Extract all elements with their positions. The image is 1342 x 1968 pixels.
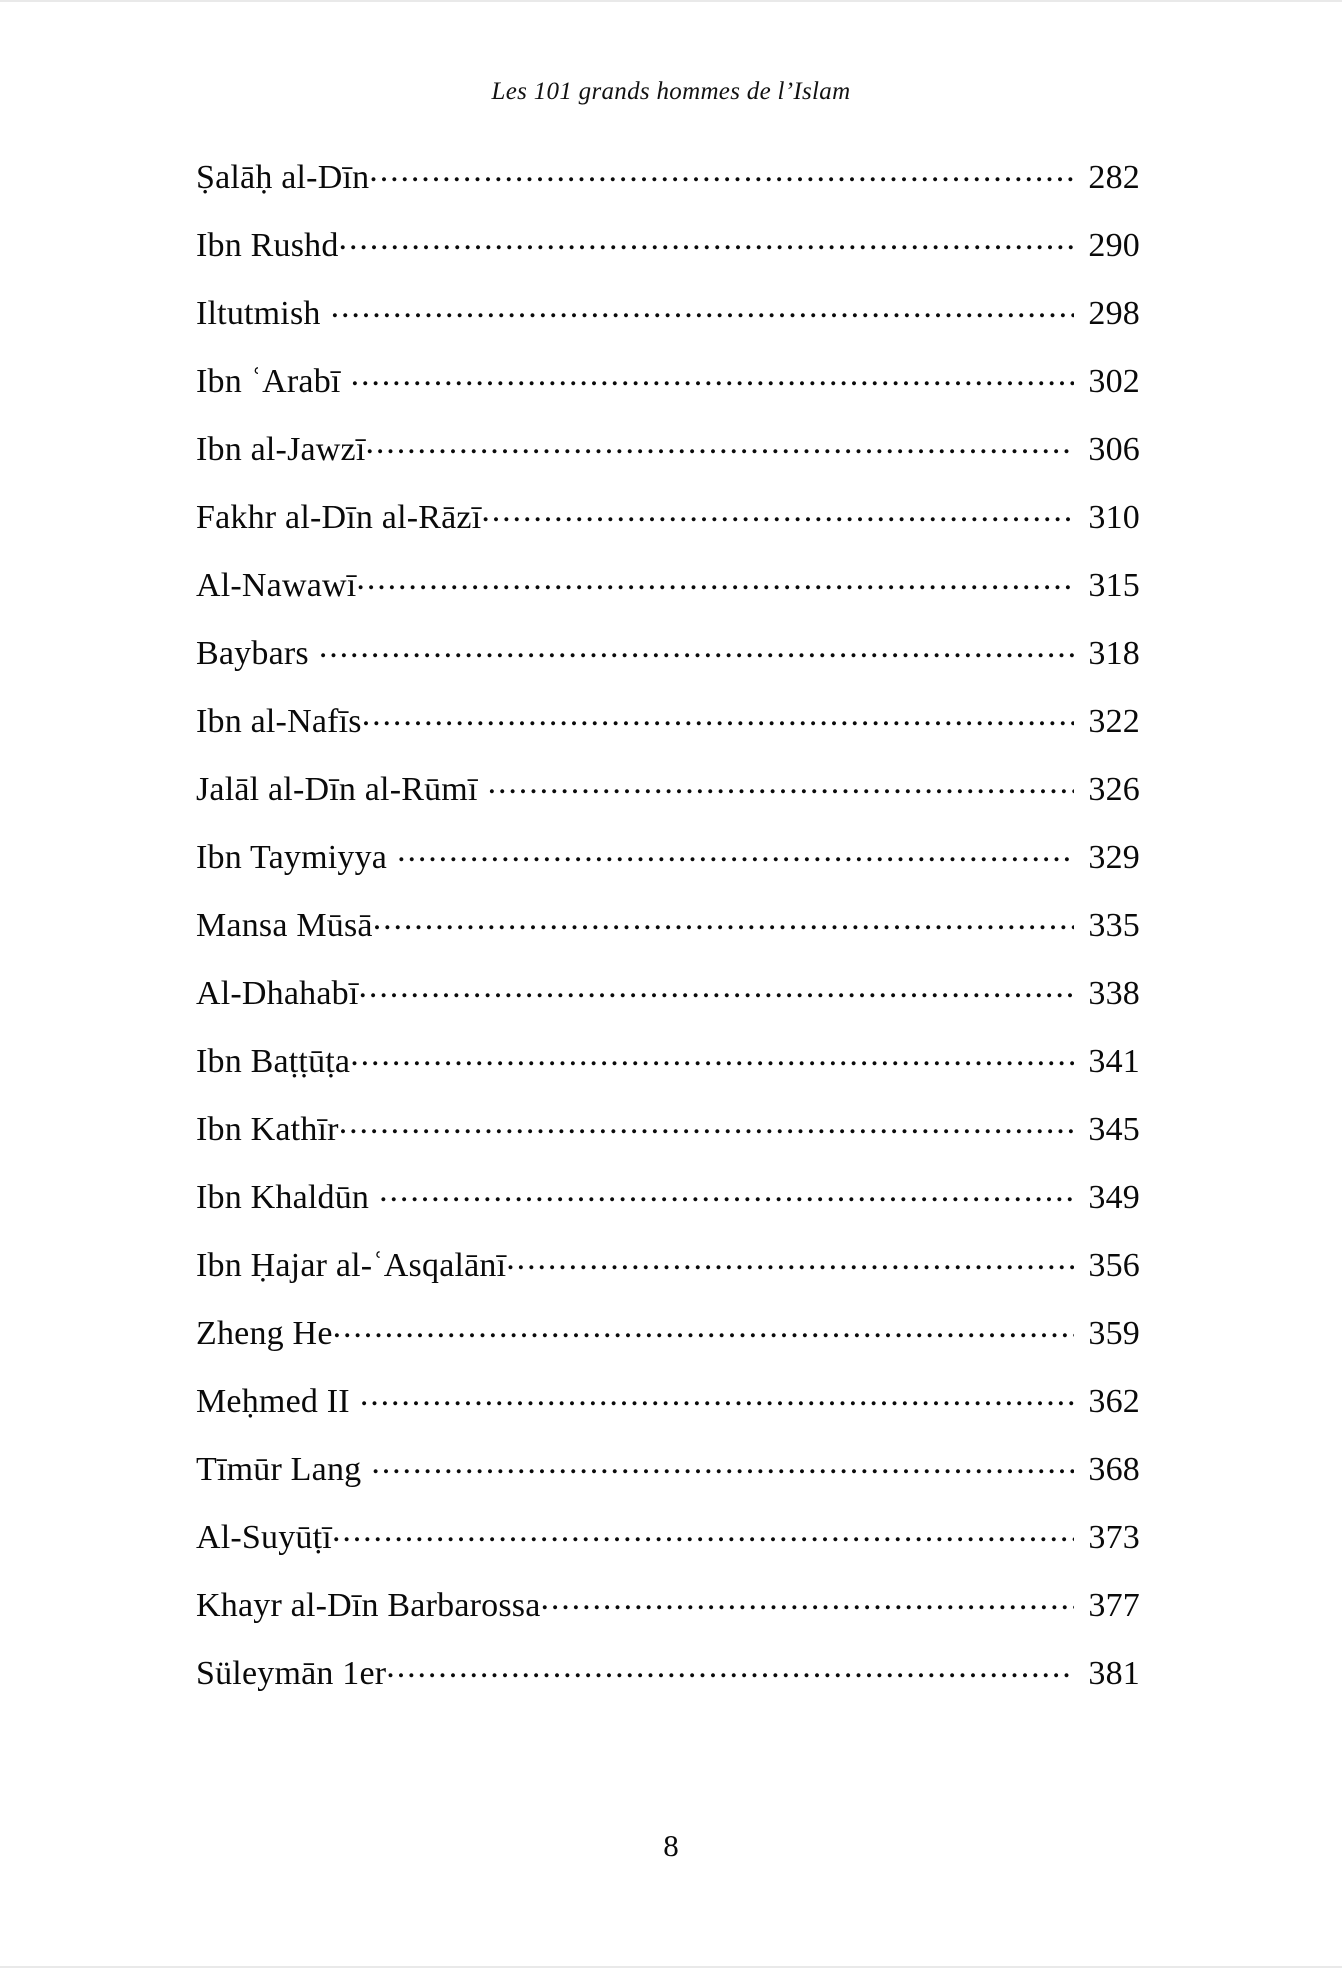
toc-entry-title: Meḥmed II <box>196 1383 350 1420</box>
toc-entry-page-number: 318 <box>1088 635 1140 672</box>
toc-entry-page-number: 356 <box>1088 1247 1140 1284</box>
toc-entry-page-number: 315 <box>1088 567 1140 604</box>
toc-entry-title: Süleymān 1er <box>196 1655 387 1692</box>
toc-entry-title: Mansa Mūsā <box>196 907 373 944</box>
toc-entry-page-number: 310 <box>1088 499 1140 536</box>
toc-entry-page-number: 338 <box>1088 975 1140 1012</box>
toc-entry[interactable] <box>196 494 1140 562</box>
toc-entry[interactable] <box>196 902 1140 970</box>
toc-leader-dots <box>339 1106 1074 1140</box>
toc-leader-dots <box>369 154 1074 188</box>
toc-leader-dots <box>506 1242 1074 1276</box>
toc-entry[interactable] <box>196 630 1140 698</box>
toc-entry-page-number: 341 <box>1088 1043 1140 1080</box>
toc-entry-page-number: 329 <box>1088 839 1140 876</box>
toc-entry[interactable] <box>196 1310 1140 1378</box>
toc-entry[interactable] <box>196 562 1140 630</box>
toc-entry-page-number: 290 <box>1088 227 1140 264</box>
toc-entry-title: Ibn Khaldūn <box>196 1179 370 1216</box>
toc-leader-dots <box>481 494 1074 528</box>
toc-entry-page-number: 381 <box>1088 1655 1140 1692</box>
toc-entry-title: Al-Suyūṭī <box>196 1519 332 1556</box>
toc-entry-page-number: 362 <box>1088 1383 1140 1420</box>
toc-leader-dots <box>373 902 1074 936</box>
toc-entry[interactable] <box>196 766 1140 834</box>
toc-entry-page-number: 368 <box>1088 1451 1140 1488</box>
toc-entry[interactable] <box>196 1514 1140 1582</box>
toc-entry[interactable] <box>196 1582 1140 1650</box>
toc-entry-title: Ibn Ḥajar al-ʿAsqalānī <box>196 1247 507 1284</box>
toc-leader-dots <box>331 290 1074 324</box>
toc-entry[interactable] <box>196 698 1140 766</box>
toc-leader-dots <box>488 766 1074 800</box>
toc-entry-title: Baybars <box>196 635 309 672</box>
toc-entry[interactable] <box>196 154 1140 222</box>
toc-entry-page-number: 335 <box>1088 907 1140 944</box>
toc-entry[interactable] <box>196 970 1140 1038</box>
toc-leader-dots <box>360 1378 1074 1412</box>
toc-leader-dots <box>319 630 1074 664</box>
toc-leader-dots <box>366 426 1075 460</box>
toc-leader-dots <box>333 1310 1074 1344</box>
toc-entry-title: Ibn Taymiyya <box>196 839 388 876</box>
toc-leader-dots <box>359 970 1074 1004</box>
toc-entry[interactable] <box>196 1242 1140 1310</box>
toc-entry-page-number: 373 <box>1088 1519 1140 1556</box>
toc-entry-title: Jalāl al-Dīn al-Rūmī <box>196 771 478 808</box>
toc-leader-dots <box>386 1650 1074 1684</box>
toc-entry-title: Ibn Baṭṭūṭa <box>196 1043 351 1080</box>
toc-entry-title: Khayr al-Dīn Barbarossa <box>196 1587 541 1624</box>
toc-entry-page-number: 345 <box>1088 1111 1140 1148</box>
toc-entry-title: Ṣalāḥ al-Dīn <box>196 159 370 196</box>
toc-entry[interactable] <box>196 1378 1140 1446</box>
toc-entry-page-number: 326 <box>1088 771 1140 808</box>
toc-entry[interactable] <box>196 1650 1140 1718</box>
toc-entry[interactable] <box>196 358 1140 426</box>
toc-entry[interactable] <box>196 222 1140 290</box>
toc-entry-title: Al-Dhahabī <box>196 975 359 1012</box>
toc-entry-title: Al-Nawawī <box>196 567 357 604</box>
table-of-contents <box>196 154 1140 1718</box>
toc-leader-dots <box>540 1582 1074 1616</box>
toc-entry[interactable] <box>196 290 1140 358</box>
toc-entry-page-number: 349 <box>1088 1179 1140 1216</box>
toc-entry[interactable] <box>196 1446 1140 1514</box>
toc-entry-page-number: 282 <box>1088 159 1140 196</box>
toc-entry-title: Fakhr al-Dīn al-Rāzī <box>196 499 482 536</box>
toc-entry-page-number: 322 <box>1088 703 1140 740</box>
toc-entry[interactable] <box>196 834 1140 902</box>
toc-leader-dots <box>397 834 1074 868</box>
toc-entry-page-number: 302 <box>1088 363 1140 400</box>
toc-leader-dots <box>356 562 1074 596</box>
toc-entry[interactable] <box>196 1106 1140 1174</box>
toc-entry-title: Ibn ʿArabī <box>196 363 341 400</box>
toc-entry-title: Zheng He <box>196 1315 333 1352</box>
toc-entry[interactable] <box>196 426 1140 494</box>
toc-entry[interactable] <box>196 1038 1140 1106</box>
toc-leader-dots <box>371 1446 1074 1480</box>
toc-entry-title: Ibn al-Nafīs <box>196 703 362 740</box>
toc-entry-page-number: 359 <box>1088 1315 1140 1352</box>
toc-entry-title: Ibn al-Jawzī <box>196 431 366 468</box>
toc-leader-dots <box>350 1038 1074 1072</box>
toc-leader-dots <box>362 698 1074 732</box>
running-header: Les 101 grands hommes de l’Islam <box>491 78 851 105</box>
toc-entry[interactable] <box>196 1174 1140 1242</box>
toc-entry-page-number: 377 <box>1088 1587 1140 1624</box>
toc-entry-page-number: 298 <box>1088 295 1140 332</box>
toc-leader-dots <box>339 222 1074 256</box>
toc-entry-title: Tīmūr Lang <box>196 1451 362 1488</box>
toc-entry-page-number: 306 <box>1088 431 1140 468</box>
toc-entry-title: Ibn Rushd <box>196 227 339 264</box>
toc-leader-dots <box>379 1174 1074 1208</box>
page-folio: 8 <box>663 1828 679 1863</box>
toc-entry-title: Ibn Kathīr <box>196 1111 339 1148</box>
toc-leader-dots <box>332 1514 1074 1548</box>
toc-entry-title: Iltutmish <box>196 295 321 332</box>
toc-leader-dots <box>351 358 1074 392</box>
